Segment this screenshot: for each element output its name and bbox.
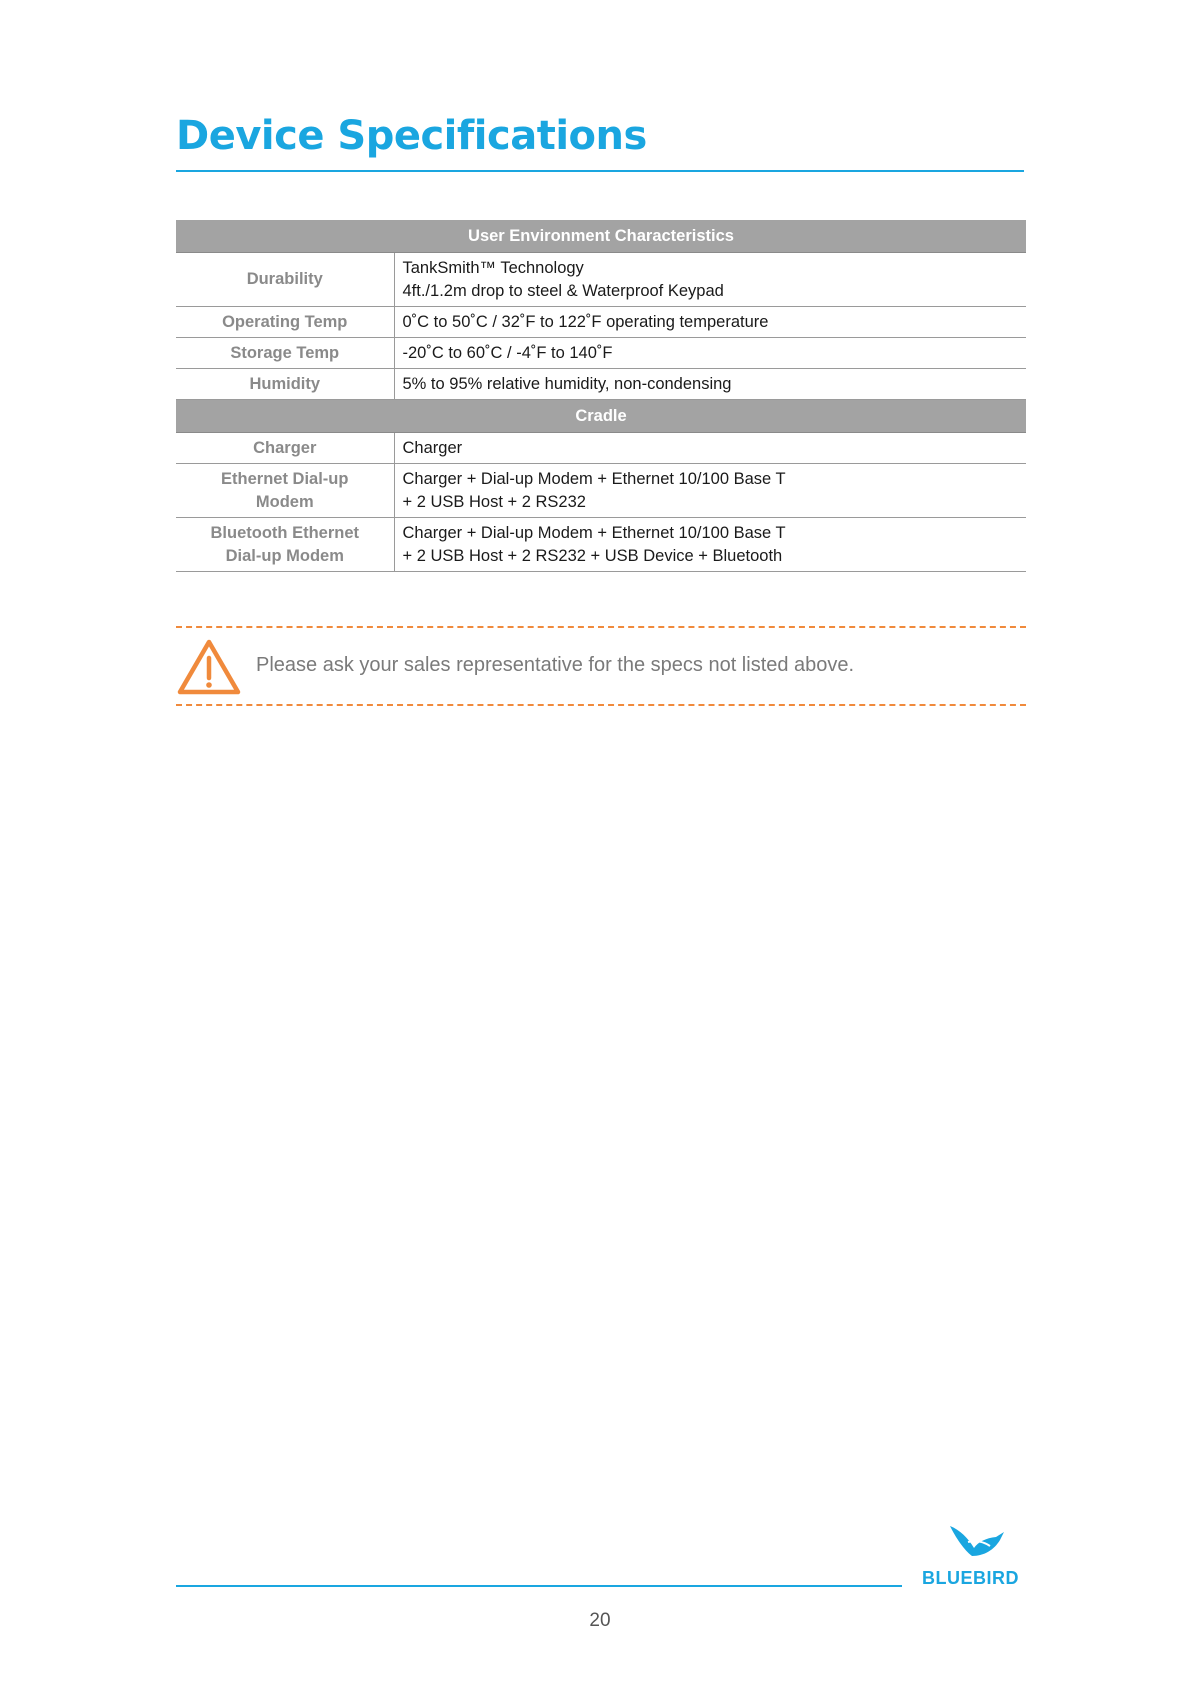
table-row [176,307,1026,338]
spec-value-line: Charger + Dial-up Modem + Ethernet 10/100 Base T [402,523,786,542]
section-heading: User Environment Characteristics [176,220,1026,253]
spec-value [394,464,1026,518]
spec-value-line: Charger [402,438,463,457]
spec-label-line: Dial-up Modem [225,546,344,565]
spec-label: Storage Temp [176,338,394,369]
table-row [176,464,1026,518]
spec-label: Humidity [176,369,394,400]
footer-divider [176,1585,902,1587]
spec-label: Charger [176,433,394,464]
table-row [176,369,1026,400]
table-row [176,338,1026,369]
spec-value [394,307,1026,338]
spec-label-line: Ethernet Dial-up [221,469,349,488]
spec-table [176,220,1026,572]
spec-value-line: + 2 USB Host + 2 RS232 + USB Device + Bluetooth [402,546,783,565]
spec-value [394,253,1026,307]
spec-value-line: 4ft./1.2m drop to steel & Waterproof Keypad [402,281,724,300]
section-header-row [176,400,1026,433]
table-row [176,433,1026,464]
spec-value [394,433,1026,464]
brand-name: BLUEBIRD [922,1568,1019,1588]
spec-label-line: Modem [255,492,314,511]
spec-value-line: TankSmith™ Technology [402,258,584,277]
spec-label: Durability [176,253,394,307]
section-header-row [176,220,1026,253]
notice-box [176,626,1026,706]
spec-value-line: Charger + Dial-up Modem + Ethernet 10/100 Base T [402,469,786,488]
spec-label [176,464,394,518]
spec-value [394,338,1026,369]
notice-text: Please ask your sales representative for the specs not listed above. [256,654,855,676]
bird-logo-icon [948,1520,1006,1560]
table-row [176,253,1026,307]
section-heading: Cradle [176,400,1026,433]
spec-value [394,518,1026,572]
spec-label-line: Bluetooth Ethernet [210,523,359,542]
spec-value-line: + 2 USB Host + 2 RS232 [402,492,586,511]
page-title: Device Specifications [176,113,647,159]
page-number: 20 [589,1610,611,1631]
warning-icon [176,638,242,696]
spec-value-line: 5% to 95% relative humidity, non-condensing [402,374,732,393]
spec-label: Operating Temp [176,307,394,338]
spec-value [394,369,1026,400]
title-divider [176,170,1024,172]
spec-value-line: 0˚C to 50˚C / 32˚F to 122˚F operating temperature [402,312,769,331]
table-row [176,518,1026,572]
spec-value-line: -20˚C to 60˚C / -4˚F to 140˚F [402,343,613,362]
spec-label [176,518,394,572]
